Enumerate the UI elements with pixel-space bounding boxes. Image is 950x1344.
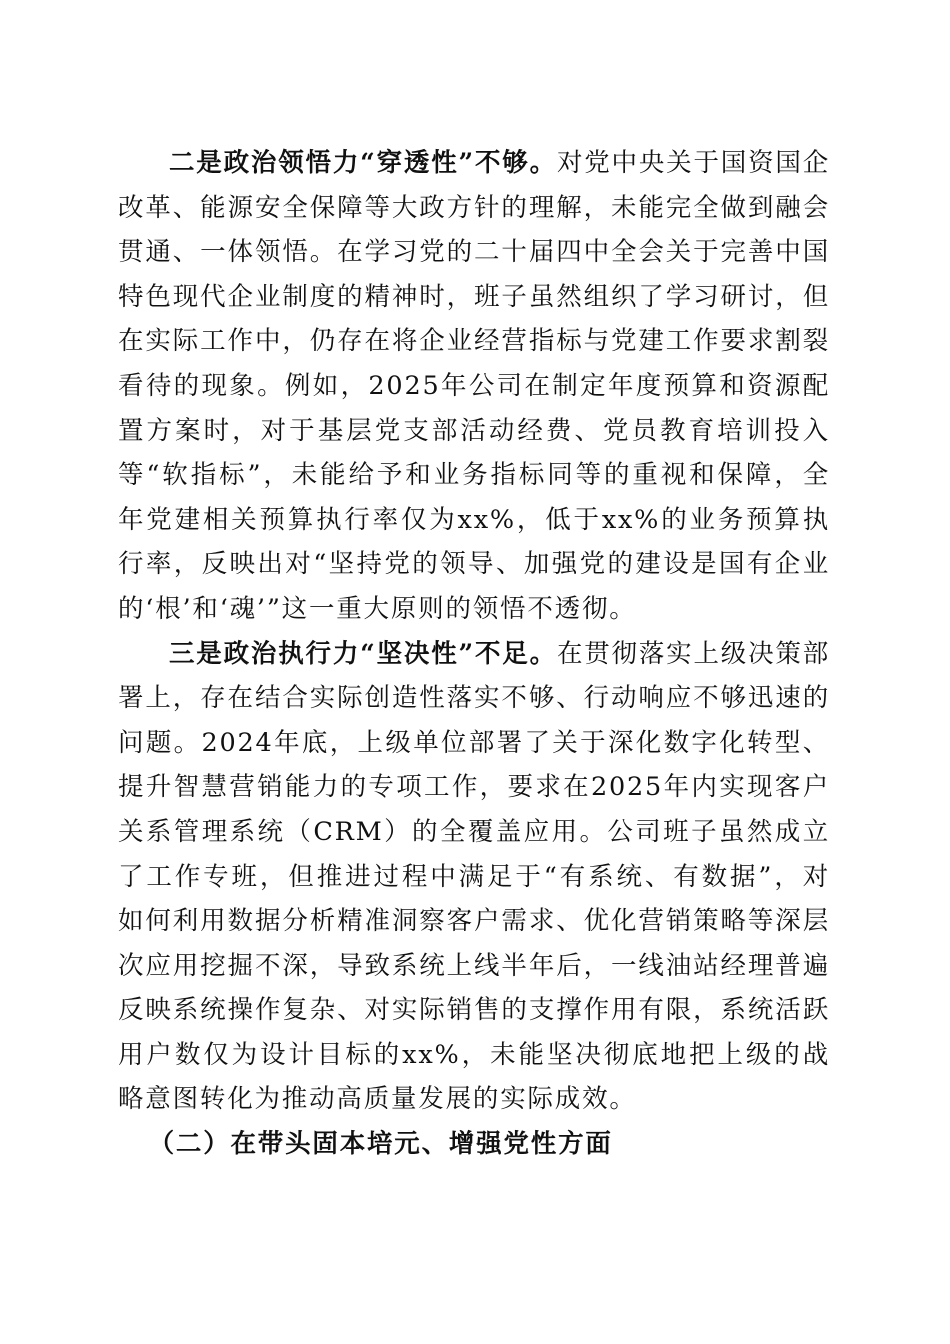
paragraph-political-comprehension bbox=[118, 141, 830, 632]
paragraph-text: 在贯彻落实上级决策部署上，存在结合实际创造性落实不够、行动响应不够迅速的问题。2024年底，上级单位部署了关于深化数字化转型、提升智慧营销能力的专项工作，要求在2025年内实现客户关系管理系统（CRM）的全覆盖应用。公司班子虽然成立了工作专班，但推进过程中满足于“有系统、有数据”，对如何利用数据分析精准洞察客户需求、优化营销策略等深层次应用挖掘不深，导致系统上线半年后，一线油站经理普遍反映系统操作复杂、对实际销售的支撑作用有限，系统活跃用户数仅为设计目标的xx%，未能坚决彻底地把上级的战略意图转化为推动高质量发展的实际成效。 bbox=[118, 638, 830, 1115]
paragraph-political-execution bbox=[118, 632, 830, 1123]
paragraph-text: 对党中央关于国资国企改革、能源安全保障等大政方针的理解，未能完全做到融会贯通、一体领悟。在学习党的二十届四中全会关于完善中国特色现代企业制度的精神时，班子虽然组织了学习研讨，但在实际工作中，仍存在将企业经营指标与党建工作要求割裂看待的现象。例如，2025年公司在制定年度预算和资源配置方案时，对于基层党支部活动经费、党员教育培训投入等“软指标”，未能给予和业务指标同等的重视和保障，全年党建相关预算执行率仅为xx%，低于xx%的业务预算执行率，反映出对“坚持党的领导、加强党的建设是国有企业的‘根’和‘魂’”这一重大原则的领悟不透彻。 bbox=[118, 148, 830, 624]
section-heading: （二）在带头固本培元、增强党性方面 bbox=[148, 1129, 613, 1160]
paragraph-lead: 三是政治执行力“坚决性”不足。 bbox=[169, 638, 557, 669]
paragraph-lead: 二是政治领悟力“穿透性”不够。 bbox=[169, 148, 557, 178]
document-body bbox=[118, 141, 830, 1167]
